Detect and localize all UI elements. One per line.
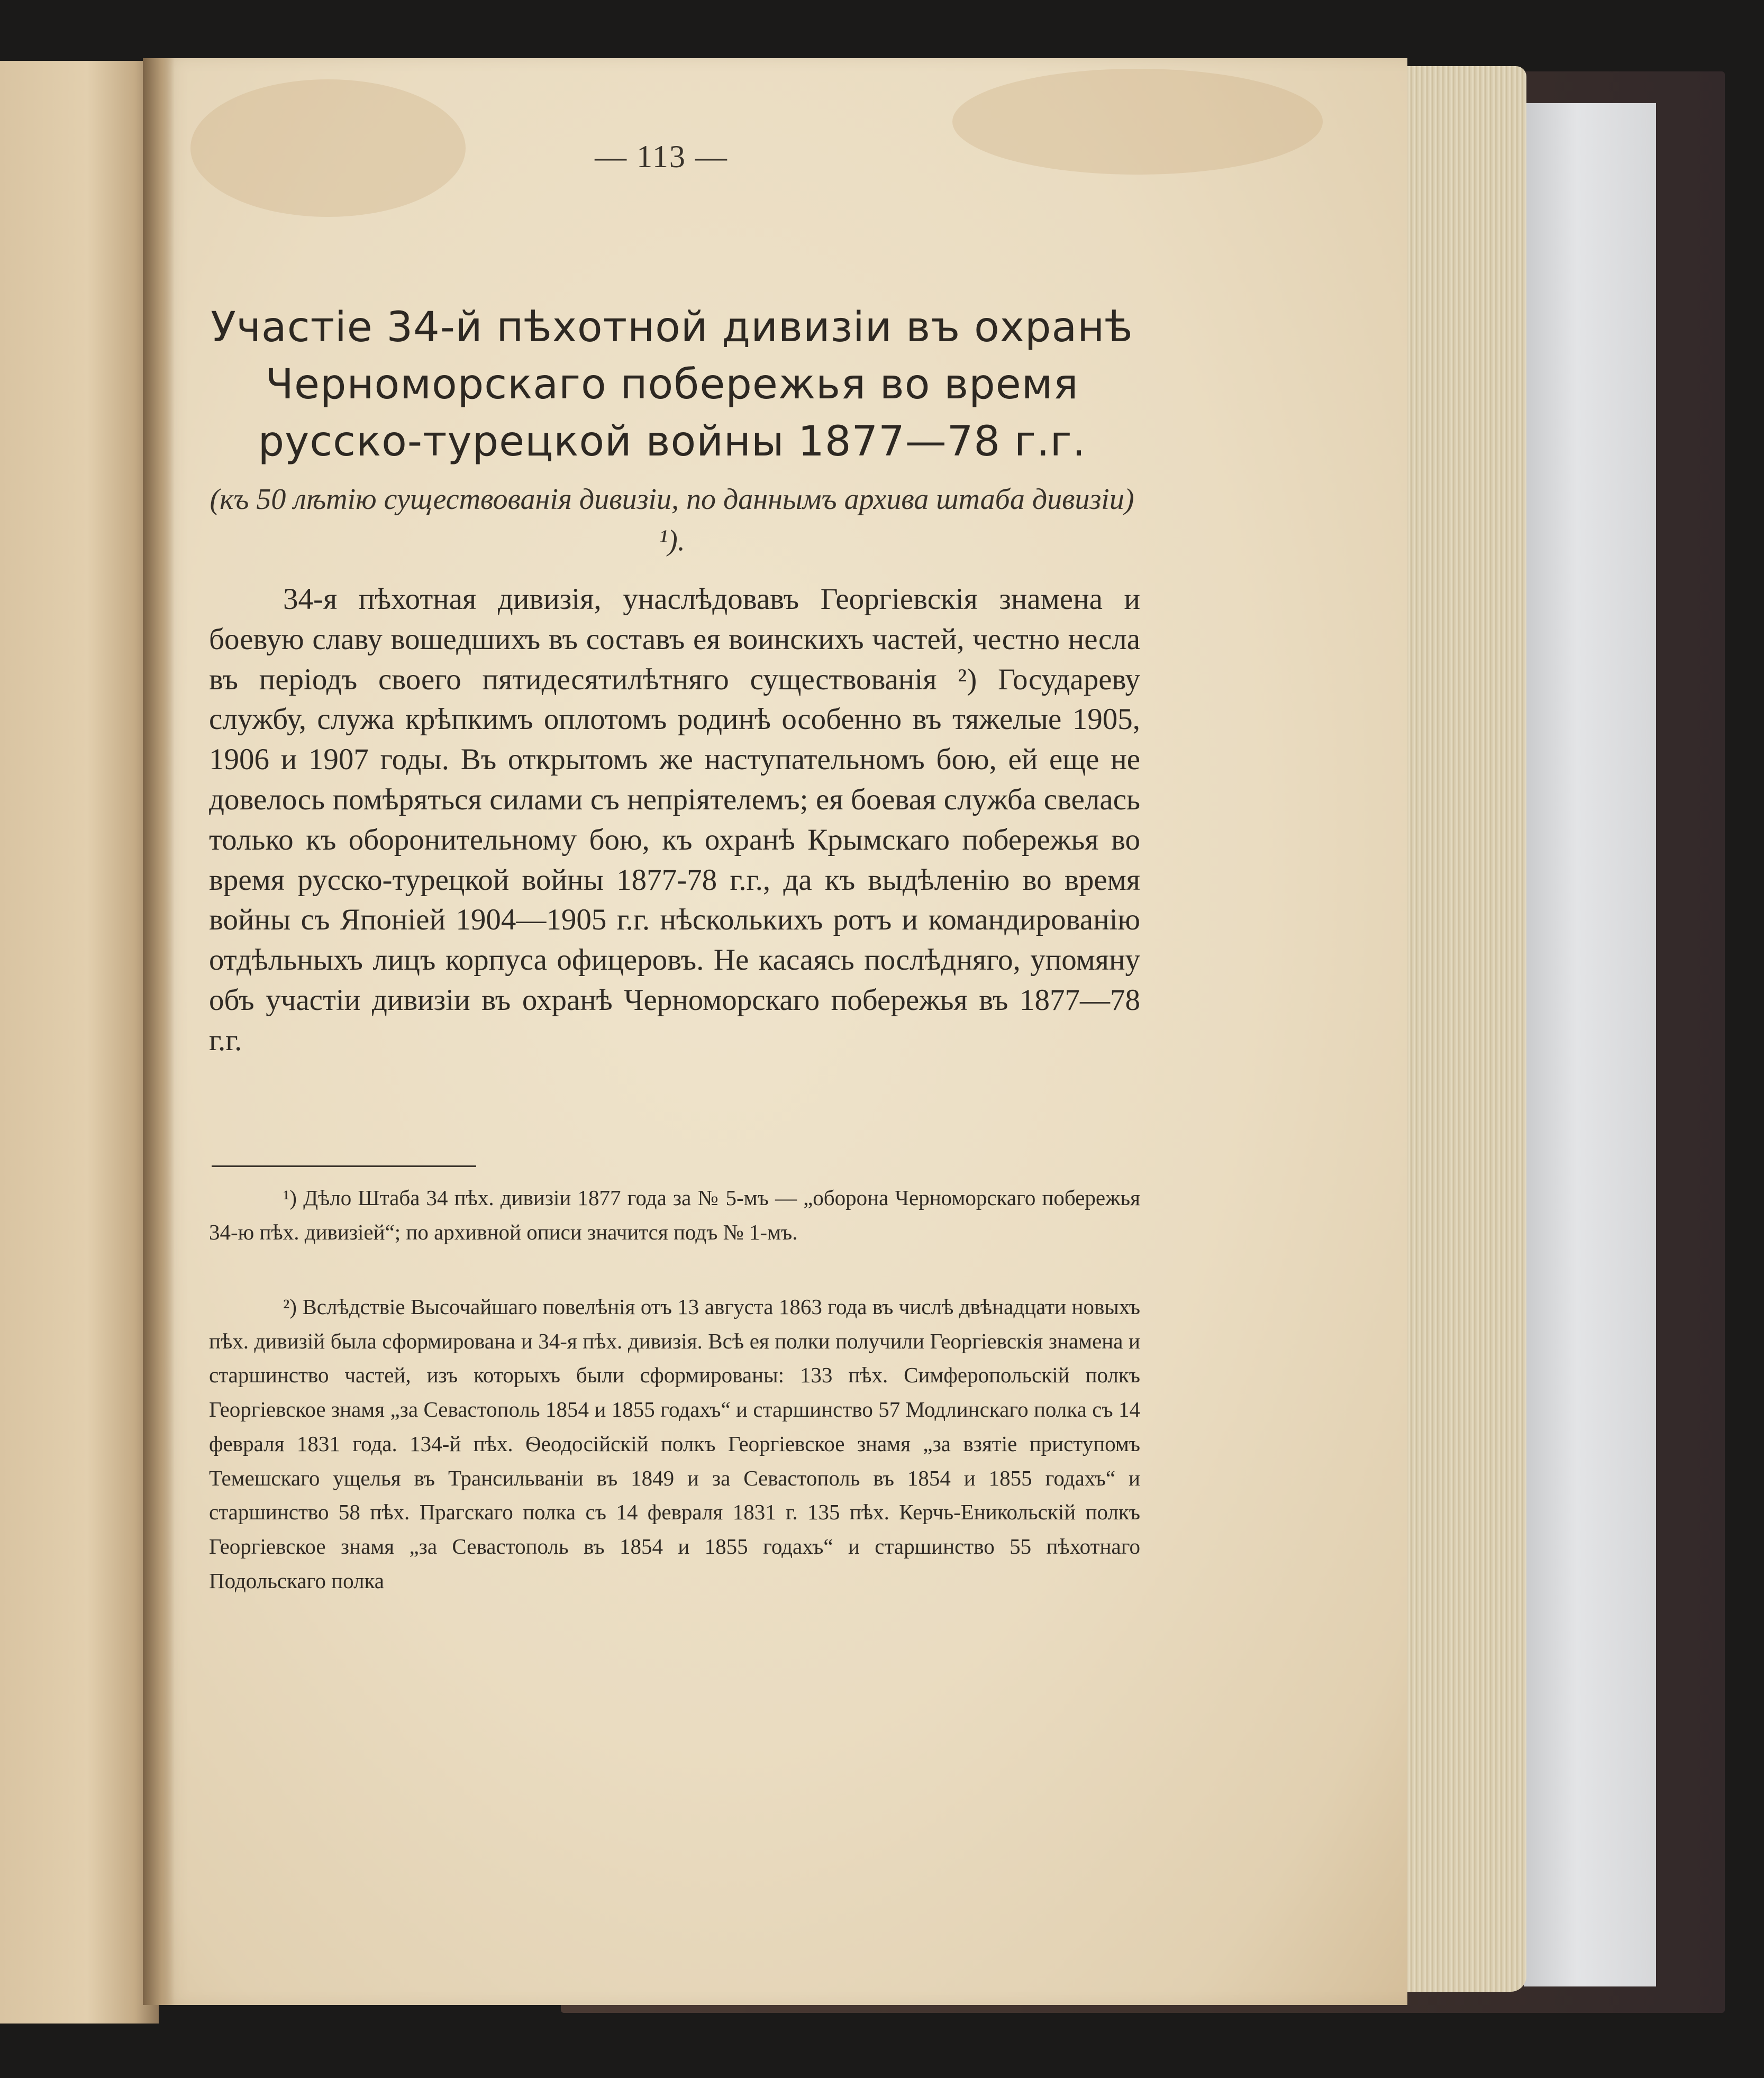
page-stain	[190, 79, 466, 217]
footnote-2: ²) Вслѣдствіе Высочайшаго повелѣнія отъ 13 августа 1863 года въ числѣ двѣнадцати новыхъ пѣх. дивизій была сформирована и 34-я пѣх. дивизія. Всѣ ея полки получили Георгіевскія знамена и старшинство частей, изъ которыхъ были сформированы: 133 пѣх. Симферопольскій полкъ Георгіевское знамя „за Севастополь 1854 и 1855 годахъ“ и старшинство 57 Модлинскаго полка съ 14 февраля 1831 года. 134-й пѣх. Ѳеодосійскій полкъ Георгіевское знамя „за взятіе приступомъ Темешскаго ущелья въ Трансильваніи въ 1849 и за Севастополь въ 1854 и 1855 годахъ“ и старшинство 58 пѣх. Прагскаго полка съ 14 февраля 1831 г. 135 пѣх. Керчь-Еникольскій полкъ Георгіевское знамя „за Севастополь въ 1854 и 1855 годахъ“ и старшинство 55 пѣхотнаго Подольскаго полка	[209, 1295, 1140, 1593]
page-edges	[1402, 66, 1526, 1992]
endpaper	[1524, 103, 1656, 1986]
footnote-1: ¹) Дѣло Штаба 34 пѣх. дивизіи 1877 года за № 5-мъ — „оборона Черноморскаго побережья 34-ю пѣх. дивизіей“; по архивной описи значится подъ № 1-мъ.	[209, 1186, 1140, 1244]
page-number: — 113 —	[595, 139, 728, 174]
footnote-divider	[212, 1165, 476, 1167]
body-paragraph: 34-я пѣхотная дивизія, унаслѣдовавъ Георгіевскія знамена и боевую славу вошедшихъ въ составъ ея воинскихъ частей, честно несла въ періодъ своего пятидесятилѣтняго существованія ²) Государеву службу, служа крѣпкимъ оплотомъ родинѣ особенно въ тяжелые 1905, 1906 и 1907 годы. Въ открытомъ же наступательномъ бою, ей еще не довелось помѣряться силами съ непріятелемъ; ея боевая служба свелась только къ оборонительному бою, къ охранѣ Крымскаго побережья во время русско-турецкой войны 1877-78 г.г., да къ выдѣленію во время войны съ Японіей 1904—1905 г.г. нѣсколькихъ ротъ и командированію отдѣльныхъ лицъ корпуса офицеровъ. Не касаясь послѣдняго, упомяну объ участіи дивизіи въ охранѣ Черноморскаго побережья въ 1877—78 г.г.	[209, 582, 1140, 1057]
left-facing-page	[0, 61, 159, 2024]
page-gutter	[143, 58, 175, 2005]
page-stain	[952, 69, 1323, 175]
article-subtitle: (къ 50 лѣтію существованія дивизіи, по даннымъ архива штаба дивизіи) ¹).	[210, 483, 1134, 557]
article-title: Участіе 34-й пѣхотной дивизіи въ охранѣ Черноморскаго побережья во время русско-турецкой войны 1877—78 г.г.	[211, 304, 1133, 466]
